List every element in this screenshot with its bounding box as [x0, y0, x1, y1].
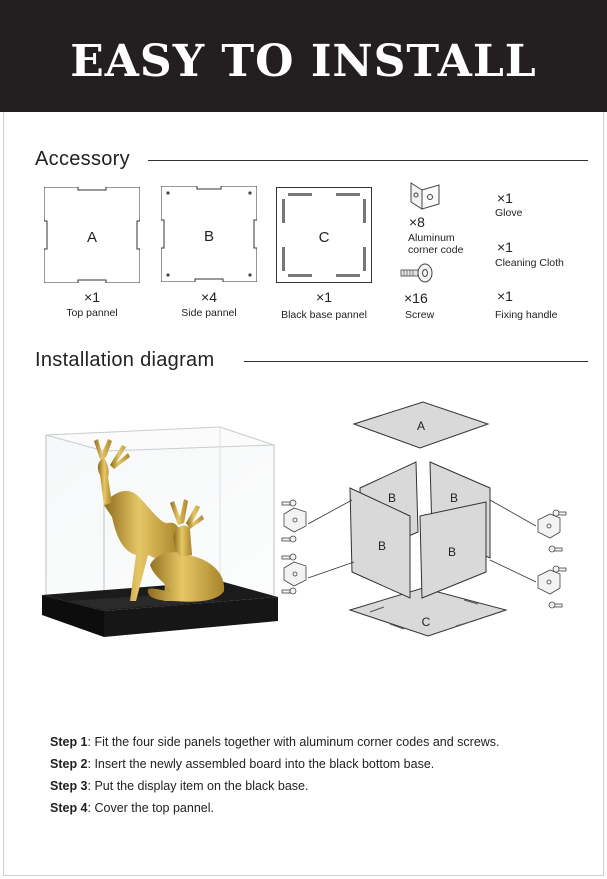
diagram-label-side-back-right: B: [449, 491, 459, 505]
panel-a-caption: Top pannel: [66, 307, 118, 319]
cleaning-cloth-qty: ×1: [497, 239, 513, 255]
panel-c-letter: C: [318, 229, 330, 246]
fixing-handle-qty: ×1: [497, 288, 513, 304]
panel-c-caption: Black base pannel: [281, 309, 367, 321]
diagram-label-base: C: [421, 615, 431, 629]
step-4: Step 4: Cover the top pannel.: [50, 801, 214, 815]
step-3: Step 3: Put the display item on the black base.: [50, 779, 309, 793]
header-banner: [0, 0, 607, 112]
glove-qty: ×1: [497, 190, 513, 206]
accessory-rule: [148, 160, 588, 161]
cleaning-cloth-caption: Cleaning Cloth: [495, 257, 564, 269]
panel-a-letter: A: [86, 229, 98, 246]
banner-title: EASY TO INSTALL: [70, 36, 537, 87]
corner-bracket-icon: [408, 181, 442, 213]
glove-caption: Glove: [495, 207, 523, 219]
panel-a-qty: ×1: [84, 289, 100, 305]
panel-a-icon: [44, 187, 140, 283]
diagram-label-side-front-left: B: [377, 539, 387, 553]
corner-qty: ×8: [409, 214, 425, 230]
step-1: Step 1: Fit the four side panels together with aluminum corner codes and screws.: [50, 735, 500, 749]
installation-steps: [50, 734, 500, 822]
panel-c-qty: ×1: [316, 289, 332, 305]
panel-b-caption: Side pannel: [181, 307, 237, 319]
panel-c-icon: [276, 187, 372, 283]
corner-caption-2: corner code: [408, 244, 464, 256]
screw-caption: Screw: [405, 309, 435, 321]
diagram-label-side-back-left: B: [387, 491, 397, 505]
accessory-heading: Accessory: [35, 148, 130, 170]
diagram-label-side-front-right: B: [447, 545, 457, 559]
corner-caption-1: Aluminum: [408, 232, 455, 244]
step-2: Step 2: Insert the newly assembled board into the black bottom base.: [50, 757, 435, 771]
exploded-assembly-diagram: [278, 392, 578, 657]
installation-rule: [244, 361, 588, 362]
product-photo: [38, 405, 282, 657]
panel-b-qty: ×4: [201, 289, 217, 305]
fixing-handle-caption: Fixing handle: [495, 309, 558, 321]
screw-icon: [400, 262, 436, 284]
screw-qty: ×16: [404, 290, 428, 306]
panel-b-icon: [161, 186, 257, 282]
panel-b-letter: B: [203, 228, 215, 245]
diagram-label-top: A: [416, 419, 426, 433]
installation-heading: Installation diagram: [35, 349, 215, 371]
